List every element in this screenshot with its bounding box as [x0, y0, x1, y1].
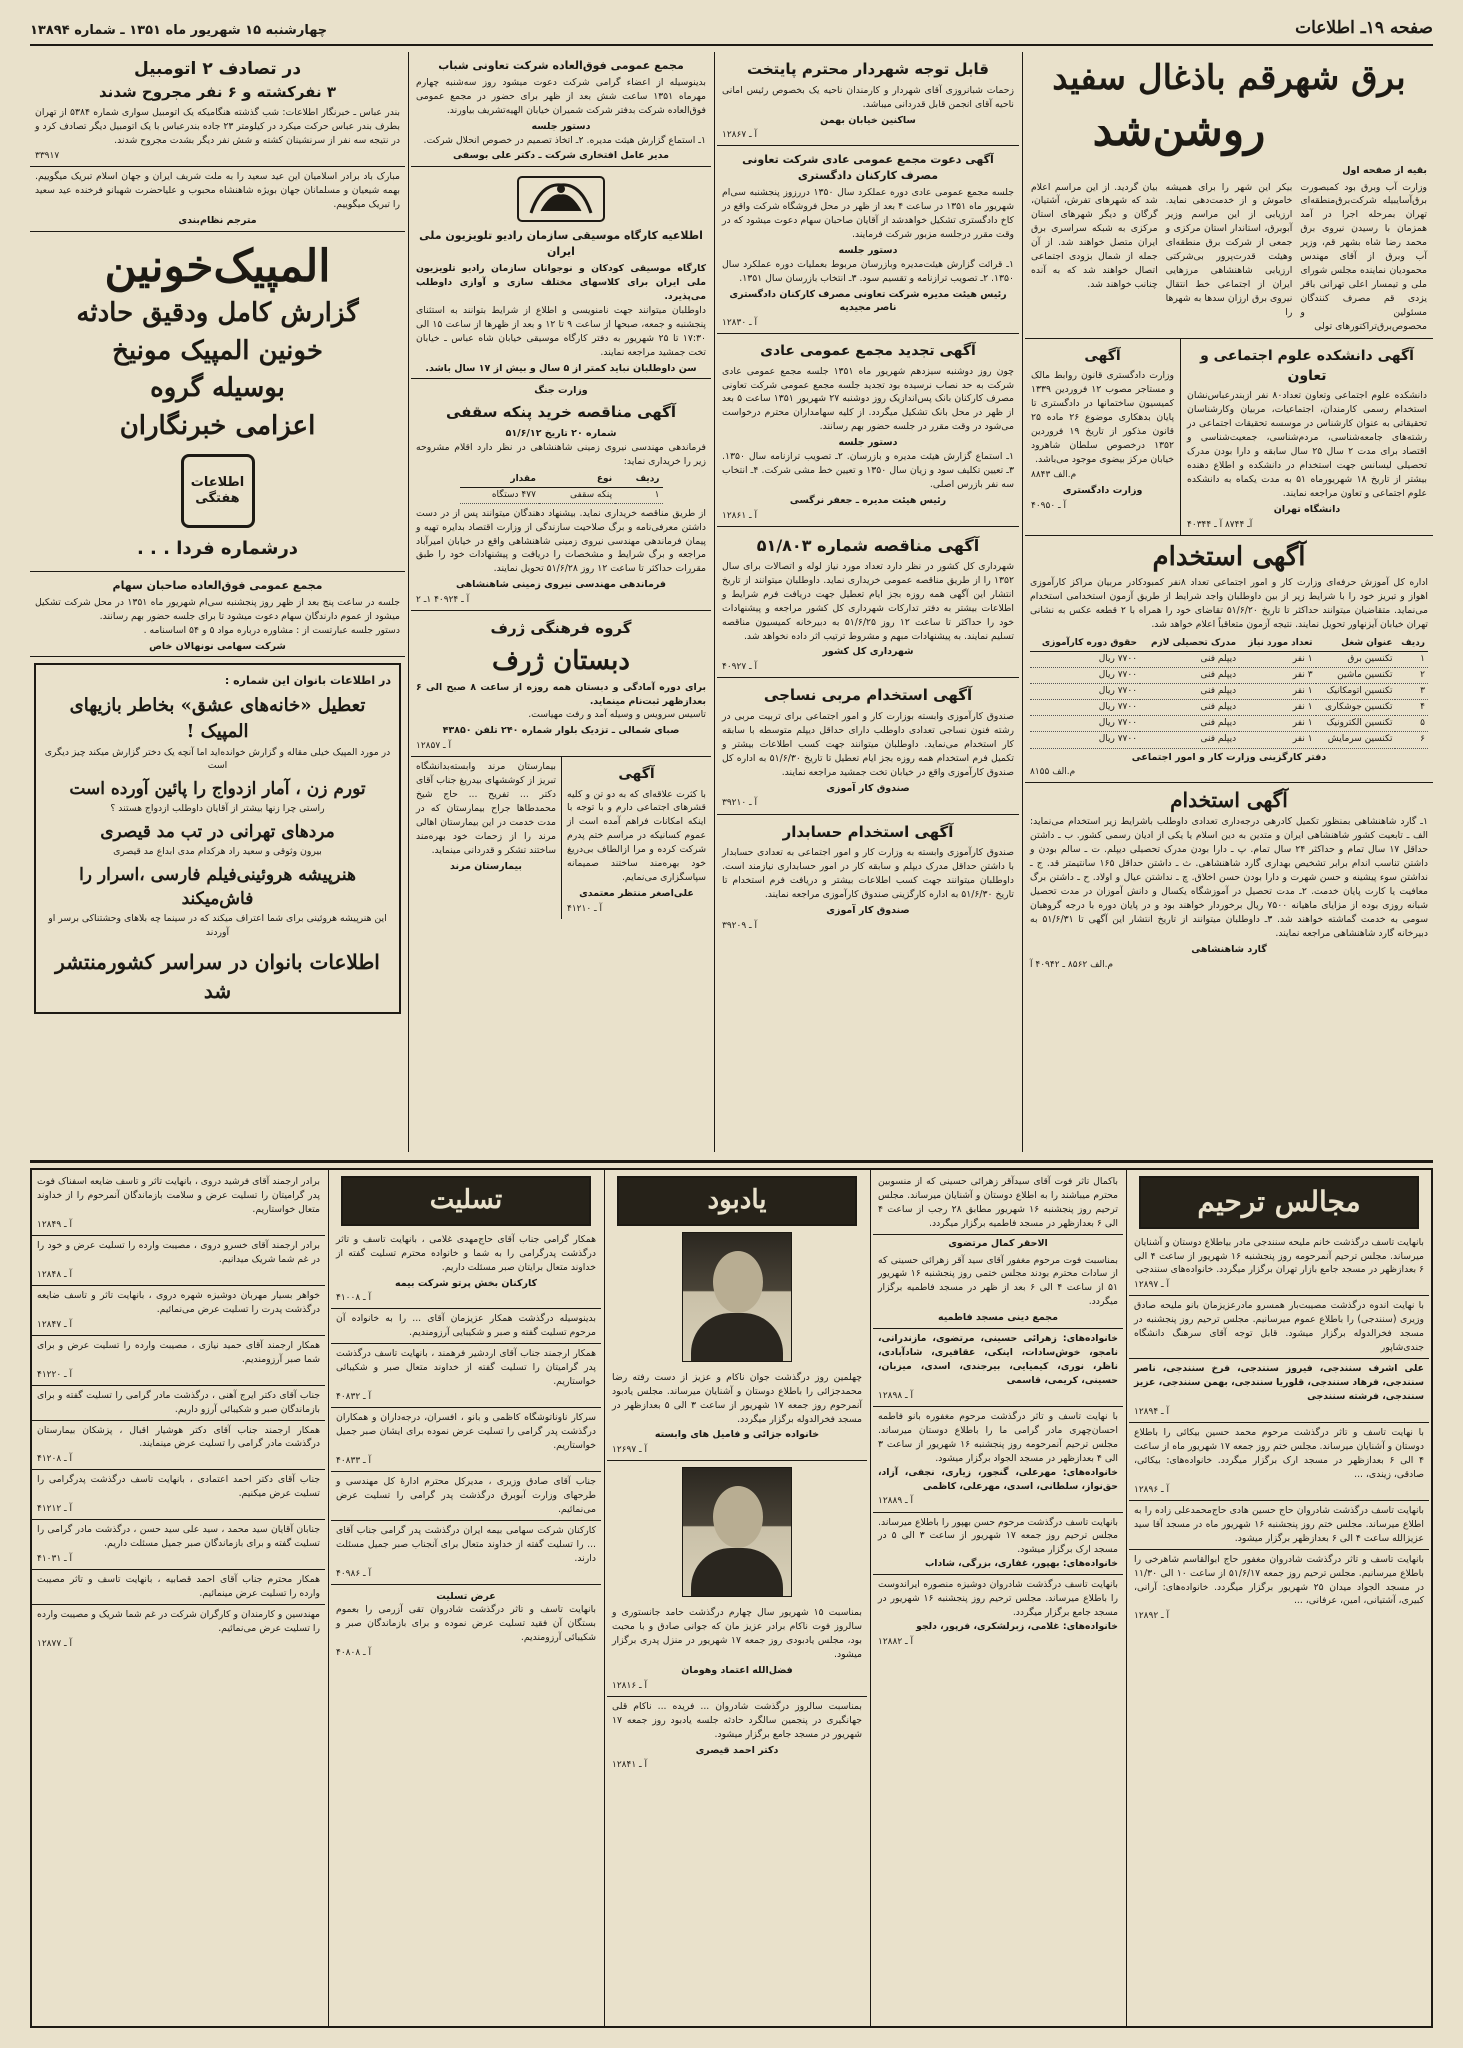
- masthead: [30, 18, 1433, 46]
- court-ad-body: وزارت دادگستری قانون روابط مالک و مستاجر مصوب ۱۲ فروردین ۱۳۳۹ کمیسیون ساختمانها در دادگستری تا پایان بدهکاری موضوع ۲۶ ماده ۲۵ قانون مذکور از تاریخ ۱۹ فروردین ۱۳۵۲ درخصوص سلطان شاهرود خیابان مرکز بیضوی موجود می‌باشد.: [1031, 370, 1175, 465]
- guard-employment-body: ۱ـ گارد شاهنشاهی بمنظور تکمیل کادرهی درجه‌داری تعدادی داوطلب باشرایط زیر استخدام می‌نماید: الف ـ تابعیت کشور شاهنشاهی ایران و متدین به دین اسلام یا یکی از ادیان رسمی کشور. ب ـ داشتن حداقل ۱۷ سال تمام و حداکثر ۲۴ سال تمام. پ ـ دارا بودن مدرک تحصیلی دیپلم. ت ـ سالم بودن و داشتن تناسب اندام برابر تشخیص بهداری گارد شاهنشاهی. ث ـ داشتن حداقل ۱۶۵ سانتیمتر قد. ج ـ نداشتن سوء پیشینه و حسن شهرت و دارا بودن حسن اخلاق. چ ـ نداشتن عیال و اولاد. ح ـ داشتن برگ معافیت یا کارت پایان خدمت. ۲ـ مدت تحصیل در آموزشگاه یکسال و دانش آموزان در مدت تحصیل شبانه روزی بوده از مزایای ماهیانه ۷۵۰۰ ریال برخوردار خواهند بود و در پایان دوره با درجه گروهبان سومی به خدمت گماشته خواهند شد. ۳ـ داوطلبان میتوانند از تاریخ انتشار این آگهی تا ۵۱/۶/۳۱ به دبیرخانه گارد شاهنشاهی مراجعه نمایند.: [1030, 816, 1429, 939]
- thanks-b-body: بیمارستان مرند وابسته‌بدانشگاه تبریز از کوششهای بیدریغ جناب آقای دکتر ... تفریح ... حاج شیخ محمدطاها جراح بیمارستان که در مدت خدمت در این بیمارستان اهالی مرند را از زحمات خود بهره‌مند ساختند تشکر و قدردانی مینماید.: [416, 761, 556, 856]
- olympic-headline: المپیک‌خونین: [104, 240, 331, 292]
- table-row: ۴ تکنسین جوشکاری ۱ نفر دیپلم فنی ۷۷۰۰ ریال: [1030, 700, 1428, 716]
- passing-entry: باکمال تاثر فوت آقای سیدآقر زهرائی حسینی که از منسوبین محترم میباشند را به اطلاع دوستان و آشنایان میرساند. مجلس ترحیم روز پنجشنبه ۱۶ شهریور مطابق ۲۸ رجب از ساعت ۴ الی ۶ بعدازظهر در مسجد فاطمیه برگزار میگردد.: [873, 1172, 1123, 1235]
- zhoref-address: صبای شمالی ـ تزدیک بلوار شماره ۲۴۰ تلفن ۴۳۸۵۰: [442, 725, 680, 737]
- passing-sig: الاحقر کمال مرتضوی: [948, 1237, 1048, 1249]
- zhoref-school: دبستان ژرف: [492, 645, 630, 676]
- accident-body: بندر عباس ـ خبرنگار اطلاعات: شب گذشته هنگامیکه یک اتومبیل سواری شماره ۵۳۸۴ از تهران بطرف بندر عباس حرکت میکرد در کیلومتر ۲۳ جاده بندرعباس با یک اتومبیل دیگر تصادف کرد و در نتیجه سه نفر از سرنشینان کشته و شش نفر دیگر بشدت مجروح شدند.: [35, 107, 400, 147]
- employment-num: م.الف ۸۱۵۵: [1030, 767, 1076, 778]
- column-left: [30, 52, 405, 1152]
- social-sci-num: آـ ۸۷۴۴ آ ـ ۴۰۳۴۴: [1187, 519, 1253, 530]
- banovan-item-4: هنرپیشه هروئینی‌فیلم فارسی ،اسرار را فاش‌میکند: [79, 864, 356, 910]
- zhoref-title: گروه فرهنگی ژرف: [490, 619, 632, 638]
- court-ad-num2: آ ـ ۴۰۹۵۰: [1031, 500, 1067, 511]
- mayor-title: قابل توجه شهردار محترم پایتخت: [746, 60, 990, 78]
- coop-sig: رئیس هیئت مدیره شرکت تعاونی مصرف کارکنان دادگستری ناصر مجیدیه: [729, 288, 1007, 314]
- divider: [714, 52, 715, 1152]
- thanks-a-body: با کثرت علاقه‌ای که به دو تن و کلیه قشرهای اجتماعی دارم و با توجه با اینکه امکانات فراهم آمده است از عموم کسانیکه در مراسم ختم پدرم شرکت کرده و مرا ازالطاف بی‌دریغ خود بهره‌مند ساختند صمیمانه سپاسگزاری می‌نمایم.: [567, 788, 706, 884]
- thanks-a-title: آگهی: [618, 766, 655, 783]
- short-entry: برادر ارجمند آقای خسرو دروی ، مصیبت وارده را تسلیت عرض و خود را در غم شما شریک میدانیم. آ ـ ۱۲۸۴۸: [32, 1236, 325, 1286]
- social-sci-title: آگهی دانشکده علوم اجتماعی و تعاون: [1200, 347, 1414, 385]
- divider: [328, 1170, 329, 2026]
- mayor-sig: ساکنین خیابان بهمن: [820, 114, 916, 126]
- olympic-subhead-1: گزارش کامل ودقیق حادثه: [76, 298, 359, 329]
- fan-num: آ ـ ۴۰۹۲۴ ۱ـ ۲: [416, 595, 470, 606]
- fan-section: وزارت جنگ: [534, 385, 588, 397]
- fan-col-row: ردیف: [615, 472, 662, 488]
- zhoref-num: آ ـ ۱۲۸۵۷: [416, 741, 452, 752]
- banovan-item-2-sub: راستی چرا زنها بیشتر از آقایان داوطلب ازدواج هستند ؟: [110, 803, 325, 815]
- jobs-table: [1030, 636, 1428, 748]
- fan-subtitle: شماره ۲۰ تاریخ ۵۱/۶/۱۲: [505, 427, 617, 439]
- renewal-agenda: ۱ـ استماع گزارش هیئت مدیره و بازرسان. ۲ـ تصویب ترازنامه سال ۱۳۵۰. ۳ـ تعیین تکلیف سود و زیان سال ۱۳۵۰ و تعیین خط مشی شرکت. ۴ـ انتخاب سه نفر بازرس اصلی.: [722, 451, 1014, 490]
- coop-body: جلسه مجمع عمومی عادی دوره عملکرد سال ۱۳۵۰ دررزوز پنجشنبه سی‌ام شهریور ماه ۱۳۵۱ در ساعت ۴ بعد از ظهر در محل فروشگاه شرکت واقع در کاخ دادگستری تشکیل خواهدشد از آقایان صاحبان سهام دعوت میشود که در وقت مقرر درجلسه مزبور شرکت فرمایند.: [722, 187, 1014, 241]
- banovan-item-4-sub: این هنرپیشه هروئینی برای شما اعتراف میکند که در سینما چه بلاهای وحشتناکی برسر او آوردند: [48, 912, 387, 938]
- mourning-column: [1129, 1172, 1429, 2024]
- thanks-b-sig: بیمارستان مرند: [450, 860, 522, 872]
- accountant-title: آگهی استخدام حسابدار: [782, 822, 954, 841]
- portrait-photo-1: [682, 1232, 792, 1362]
- banovan-footer: اطلاعات بانوان در سراسر کشورمنتشر شد: [55, 949, 380, 1003]
- congrats-sig: مترجم نظام‌بندی: [178, 215, 257, 227]
- sepah-notice: [30, 572, 405, 658]
- lead-headline-2: روشن‌شد: [1092, 105, 1266, 157]
- shabab-title: مجمع عمومی فوق‌العاده شرکت تعاونی شباب: [438, 59, 684, 72]
- lead-body-c: بیان گردید. از این مراسم اعلام شد که شهرهای تفرش، آشتیان، گرگان و دیگر شهرهای استان مرکزی به شبکه سراسری برق ایران متصل خواهند شد. از آن جمله از شمال بزودی اجتماعی اتصال خواهند شد که به آنده چنانب خواهند شد.: [1030, 181, 1158, 291]
- employment-body: اداره کل آموزش حرفه‌ای وزارت کار و امور اجتماعی تعداد ۸نفر کمبودکادر مربیان مراکز کارآموزی اهواز و تبریز خود را با شرایط زیر از بین داوطلبان واجد شرایط از طریق آزمون استخدامی استخدام می‌نماید. متقاضیان میتوانند حداکثر تا تاریخ ۵۱/۶/۲۰ تقاضای خود را همراه با ۲ قطعه عکس به نشانی تهران خیابان آیزنهاور تحویل نمایند. نتیجه آزمون متعاقباً اعلام خواهد شد.: [1030, 577, 1429, 631]
- social-sci-ad: [1180, 339, 1433, 535]
- fan-body: فرماندهی مهندسی نیروی زمینی شاهنشاهی در نظر دارد اقلام مشروحه زیر را خریداری نماید:: [416, 441, 706, 467]
- jobs-col-count: تعداد مورد نیاز: [1239, 636, 1315, 652]
- music-body: داوطلبان میتوانند جهت نامنویسی و اطلاع از شرایط بتوانند به استثنای پنجشنبه و جمعه، صبحها از ساعت ۹ تا ۱۲ و بعد از ظهرها از ساعت ۱۵ الی ۱۷:۳۰ تا ۲۵ شهریور به دفتر کارگاه موسیقی خیابان شاه عباس ـ خیابان تخت جمشید مراجعه نمایند.: [416, 304, 706, 358]
- shabab-agenda-title: دستور جلسه: [531, 120, 591, 132]
- accountant-notice: [717, 815, 1019, 936]
- weaving-sig: صندوق کار آموزی: [826, 782, 910, 794]
- date-line: چهارشنبه ۱۵ شهریور ماه ۱۳۵۱ ـ شماره ۱۳۸۹۴: [30, 23, 328, 39]
- congrats-body: مبارک باد برادر اسلامیان این عید سعید را به ملت شریف ایران و جهان اسلام تبریک میگوییم. بهمه شیعیان و مسلمانان جهان بویژه شاهنشاه محبوب و علیاحضرت شهبانو فرخنده عید سعید را تبریک میگوییم.: [35, 171, 400, 211]
- zhoref-note: تاسیس سرویس و وسیله آمد و رفت مهیاست.: [528, 709, 706, 721]
- coop-title: آگهی دعوت مجمع عمومی عادی شرکت تعاونی مصرف کارکنان دادگستری: [742, 153, 994, 183]
- short-entry: جنابان آقایان سید محمد ، سید علی سید حسن ، درگذشت مادر گرامی را تسلیت گفته و برای بازماندگان صبر جمیل مسئلت داریم. آ ـ ۴۱۰۳۱: [32, 1520, 325, 1570]
- condolence-entry: همکار گرامی جناب آقای حاج‌مهدی غلامی ، بانهایت تاسف و تاثر درگذشت پدرگرامی را به شما و خانواده محترم تسلیت گفته از خداوند متعال برایتان صبر مسئلت داریم. کارکنان بخش پرتو شرکت بیمه آ ـ ۴۱۰۰۸: [331, 1230, 601, 1310]
- remembrance-banner: یادبود: [617, 1176, 857, 1226]
- fan-col-type: نوع: [539, 472, 615, 488]
- remembrance-entry: چهلمین روز درگذشت جوان ناکام و عزیز از دست رفته رضا محمدجزائی را باطلاع دوستان و آشنایان میرساند. مجلس یادبود آنمرحوم روز جمعه ۱۷ شهریور از ساعت ۳ الی ۵ بعدازظهر در مسجد فخرالدوله برگزار میگردد. خانواده جزائی و فامیل های وابسته آ ـ ۱۲۶۹۷: [607, 1368, 867, 1462]
- court-ad: [1025, 339, 1180, 535]
- mourning-entry: با نهایت تاسف و تاثر درگذشت مرحوم محمد حسین بیکائی را باطلاع دوستان و آشنایان میرساند. مجلس ختم روز جمعه ۱۷ شهریور ماه از ساعت ۴ الی ۶ بعدازظهر در مسجد ارک برگزار میگردد. خانواده‌های: بیکائی، صادقی، زیندی، ... آ ـ ۱۲۸۹۶: [1129, 1423, 1429, 1501]
- zhoref-body: برای دوره آمادگی و دبستان همه روزه از ساعت ۸ صبح الی ۶ بعدازظهر ثبت‌نام مینماید.: [416, 681, 706, 707]
- accident-num: ۳۳۹۱۷: [35, 151, 60, 162]
- radio-tv-emblem-icon: [506, 174, 616, 224]
- thanks-a-sig: علی‌اصغر منتظر معتمدی: [579, 888, 694, 900]
- remembrance-entry: بمناسبت سالروز درگذشت شادروان ... فریده ... ناکام قلی جهانگیری در پنجمین سالگرد حادثه جلسه یادبود روز جمعه ۱۷ شهریور در مسجد جامع برگزار میشود. دکتر احمد قیصری آ ـ ۱۲۸۴۱: [612, 1700, 862, 1771]
- half-divider: [30, 1160, 1433, 1163]
- passing-entry: خانواده‌های: زهرائی حسینی، مرتضوی، مازندرانی، نامجو، خوش‌سادات، اینکی، عقافیری، شادآبادی، ناظر، نوری، کیمیایی، بیرجندی، اسدی، میزبان، حسینی، کریمی، قاسمی آ ـ ۱۲۸۹۸: [873, 1329, 1123, 1407]
- condolence-entry: سرکار ناوناتوشگاه کاظمی و بانو ، افسران، درجه‌داران و همکاران درگذشت پدر گرامی را تسلیت عرض نموده برای ایشان صبر جمیل خواستاریم. آ ـ ۴۰۸۳۳: [331, 1408, 601, 1472]
- lead-body-a: وزارت آب وبرق بود کمبصورت برق‌آسایبیله شرکت‌برق‌منطقه‌ای تهران بمرحله اجرا در آمد همزمان با رسیدن نیروی برق محمد رضا شاه بشهر قم، وزیر آب وبرق از آقای مهندس محمودیان نماینده مجلس شورای ملی و تیمسار اعلی تهرانی باقر یزدی قم مصرف کنندگان مسئولین و محصوص‌برق‌تراکتورهای تولی: [1300, 181, 1427, 332]
- remembrance-column: [607, 1172, 867, 2024]
- mourning-entry: بانهایت تاسف درگذشت شادروان حاج حسین هادی حاج‌محمدعلی زاده را به اطلاع میرساند. مجلس ختم روز پنجشنبه ۱۶ شهریور ماه در مسجد آقا سید عزیزالله ساعت ۴ الی ۶ بعدازظهر برگزار میشود.: [1129, 1501, 1429, 1550]
- lead-headline-1: برق شهرقم باذغال سفید: [1052, 58, 1406, 98]
- lead-continued: بقیه از صفحه اول: [1342, 164, 1427, 176]
- zhoref-ad: [411, 611, 711, 757]
- lead-story: [1025, 52, 1433, 339]
- weaving-title: آگهی استخدام مربی نساجی: [763, 686, 973, 705]
- guard-employment-num: م.الف ۸۵۶۲ ـ ۴۰۹۴۲ آ: [1030, 959, 1114, 970]
- tender-body: شهرداری کل کشور در نظر دارد تعداد مورد نیاز لوله و اتصالات برای سال ۱۳۵۲ را از طریق مناقصه عمومی خریداری نماید. داوطلبان میتوانند از تاریخ انتشار این آگهی همه روزه بجز ایام تعطیل جهت دریافت فرم شرایط و اطلاعات بیشتر به دفتر تدارکات شهرداری کل کشور مراجعه و پیشنهادات خود را حداکثر تا ساعت ۱۲ روز ۵۱/۶/۲۵ به دبیرخانه کمیسیون مناقصه تسلیم نمایند. به پیشنهادات مبهم و مشروط ترتیب اثر داده نخواهد شد.: [722, 560, 1014, 642]
- renewal-num: آ ـ ۱۲۸۶۱: [722, 510, 758, 521]
- banovan-title: در اطلاعات بانوان این شماره :: [224, 674, 391, 688]
- coop-agenda-title: دستور جلسه: [838, 245, 898, 257]
- shabab-agenda: ۱ـ استماع گزارش هیئت مدیره. ۲ـ اتخاذ تصمیم در خصوص انحلال شرکت.: [423, 134, 706, 146]
- shabab-body: بدینوسیله از اعضاء گرامی شرکت دعوت میشود روز سه‌شنبه چهارم مهرماه ۱۳۵۱ ساعت شش بعد از ظهر برای حضور در مجمع عمومی فوق‌العاده شرکت بدفتر شرکت شمیران خیابان الهیه‌تشریف بیاورند.: [416, 76, 706, 116]
- condolence-banner: تسلیت: [341, 1176, 591, 1226]
- table-row: ۱ پنکه سقفی ۴۷۷ دستگاه: [460, 487, 663, 503]
- divider: [870, 1170, 871, 2026]
- short-entry: همکار ارجمند آقای حمید نیازی ، مصیبت وارده را تسلیت عرض و برای شما صبر آرزومندیم. آ ـ ۴۱۲۲۰: [32, 1336, 325, 1386]
- guard-employment-sig: گارد شاهنشاهی: [1191, 943, 1267, 955]
- employment-title: آگهی استخدام: [1152, 541, 1306, 572]
- page-label: صفحه ۱۹ـ اطلاعات: [1295, 18, 1433, 39]
- fan-title: آگهی مناقصه خرید پنکه سقفی: [445, 403, 677, 422]
- mayor-notice: [717, 52, 1019, 146]
- lead-body-b: بیکر این شهر را برای همیشه خاموش و از خدمت‌دهی نماید. ارزیابی از این مراسم وزیر آبوبرق، استاندار استان مرکزی و جمعی از شرکت برق منطقه‌ای وهیئت‌ قدرت‌پرور بی‌شرکتی ارزیابی شاهنشاهی مرزهایی ایران از اجتماعی خط انتقال نیروی برق ارزان سدها به شهرها را: [1165, 181, 1293, 318]
- coop-notice: [717, 146, 1019, 334]
- passing-column: [873, 1172, 1123, 2024]
- employment-ad: [1025, 536, 1433, 784]
- sepah-body: جلسه در ساعت پنج بعد از ظهر روز پنجشنبه سی‌ام شهریور ماه ۱۳۵۱ در محل شرکت تشکیل میشود از عموم دارندگان سهام دعوت میشود تا برای جلسه حضور بهم رسانند.: [35, 596, 400, 622]
- sepah-agenda: دستور جلسه عبارتست از : مشاوره درباره مواد ۵ و ۵۴ اساسنامه .: [143, 624, 400, 636]
- banovan-item-1: تعطیل «خانه‌های عشق» بخاطر بازیهای المپیک !: [69, 695, 366, 743]
- shabab-sig: مدیر عامل افتخاری شرکت ـ دکتر علی بوسفی: [453, 150, 669, 162]
- mourning-banner: مجالس ترحیم: [1139, 1176, 1419, 1229]
- short-condolence-column: [32, 1172, 325, 2024]
- passing-entry: بمناسبت فوت مرحوم مغفور آقای سید آقر زهرائی حسینی که از سادات محترم بودند مجلس ختمی روز پنجشنبه ۱۶ شهریور ۵۱ از ساعت ۴ الی ۶ بعد از ظهر در مسجد فاطمیه برگزار میگردد. مجمع دینی مسجد فاطمیه: [873, 1251, 1123, 1330]
- passing-entry: بانهایت تاسف درگذشت شادروان دوشیزه منصوره ایراندوست را باطلاع میرساند. مجلس ترحیم روز پنجشنبه ۱۶ شهریور در مسجد جامع برگزار میگردد. خانواده‌های: غلامی، زبرلشکری، فرپور، دلجو آ ـ ۱۲۸۸۲: [878, 1579, 1118, 1647]
- olympic-subhead-2: خونین المپیک مونیخ: [112, 335, 323, 366]
- remembrance-entry: بمناسبت ۱۵ شهریور سال چهارم درگذشت حامد جانستوری و سالروز فوت ناکام برادر عزیز مان که جوانی صادق و با محبت بود، مجلس یادبودی روز جمعه ۱۷ شهریور در منزل پدری برگزار میشود. فضل‌الله اعتماد وهومان آ ـ ۱۲۸۱۶: [607, 1603, 867, 1697]
- column-right: [1025, 52, 1433, 1152]
- shabab-notice: [411, 52, 711, 167]
- fan-sig: فرماندهی مهندسی نیروی زمینی شاهنشاهی: [455, 579, 667, 591]
- weaving-body: صندوق کارآموزی وابسته بوزارت کار و امور اجتماعی برای تربیت مربی در رشته فنون نساجی تعدادی داوطلب دارای حداقل دیپلم متوسطه با سابقه کار استخدام می‌نماید. داوطلبان میتوانند جهت کسب اطلاعات بیشتر و تکمیل فرم استخدام همه روزه بجز ایام تعطیل تا تاریخ ۵۱/۶/۳۰ به اداره کل صندوق کارآموزی واقع در خیابان تخت جمشید مراجعه نمایند.: [722, 711, 1014, 778]
- divider: [604, 1170, 605, 2026]
- banovan-item-2: تورم زن ، آمار ازدواج را پائین آورده است: [69, 779, 366, 800]
- banovan-item-3-sub: بیرون وثوقی و سعید راد هرکدام مدی ابداع مد قیصری: [113, 845, 322, 857]
- social-sci-body: دانشکده علوم اجتماعی وتعاون تعداد۸۰ نفر ازبندرعباس‌نشان استخدام رسمی کارمندان، اجتماعیات، مربیان وکارشناسان تحقیقاتی به عنوان کارشناس در موسسه تحقیقات اجتماعی در رشته‌های جامعه‌شناسی، مردم‌شناسی، جمعیت‌شناسی و اقتصاد برای مدت ۲ سال ۲۵ سال سابقه و دارا بودن مدرک تحصیلی لیسانس جهت استخدام در دانشکده و اطلاع دهنده بیشتر از تاریخ ۱۸ شهریورماه ۵۱ به مدت یکماه به دانشکده علوم اجتماعی و تعاون مراجعه نمایند.: [1187, 390, 1428, 500]
- mourning-entry: بانهایت تاسف درگذشت خانم ملیحه سنندجی مادر بیاطلاع دوستان و آشنایان میرساند. مجلس ترحیم آنمرحومه روز پنجشنبه ۱۶ شهریور از ساعت ۴ الی ۶ بعدازظهر در مسجد جامع بازار تهران برگزار میگردد. خانواده‌های سنندجی آ ـ ۱۲۸۹۷: [1129, 1233, 1429, 1297]
- olympic-promo: [30, 232, 405, 572]
- column-center-right: [717, 52, 1019, 1152]
- sepah-sig: شرکت سهامی نونهالان خاص: [149, 640, 286, 652]
- jobs-col-title: عنوان شغل: [1316, 636, 1396, 652]
- table-row: ۱ تکنسین برق ۱ نفر دیپلم فنی ۷۷۰۰ ریال: [1030, 652, 1428, 668]
- accident-title: در تصادف ۲ اتومبیل: [133, 59, 302, 79]
- short-entry: جناب آقای دکتر احمد اعتمادی ، بانهایت تاسف درگذشت پدرگرامی را تسلیت عرض میکنیم. آ ـ ۴۱۲۱۲: [32, 1470, 325, 1520]
- tender-sig: شهرداری کل کشور: [822, 646, 914, 658]
- accountant-body: صندوق کارآموزی وابسته به وزارت کار و امور اجتماعی به تعدادی حسابدار با داشتن حداقل مدرک دیپلم و سابقه کار در امور حسابداری نیازمند است. داوطلبان میتوانند جهت کسب اطلاعات بیشتر و دریافت فرم استخدام تا تاریخ ۵۱/۶/۳۰ به اداره کارگزینی صندوق کارآموزی مراجعه نمایند.: [722, 847, 1014, 901]
- congrats-notice: [30, 167, 405, 232]
- divider: [1022, 52, 1023, 1152]
- short-entry: جناب آقای دکتر ایرج آهنی ، درگذشت مادر گرامی را تسلیت گفته و برای بازماندگان صبر و شکیبائی آرزو داریم.: [32, 1386, 325, 1421]
- tender-title: آگهی مناقصه شماره ۵۱/۸۰۳: [756, 535, 980, 555]
- table-row: ۵ تکنسین الکترونیک ۱ نفر دیپلم فنی ۷۷۰۰ ریال: [1030, 716, 1428, 732]
- music-title: اطلاعیه کارگاه موسیقی سازمان رادیو تلویزیون ملی ایران: [419, 229, 703, 259]
- short-entry: خواهر بسیار مهربان دوشیزه شهره دروی ، بانهایت تاثر و تاسف ضایعه درگذشت پدرت را تسلیت عرض می‌نمائیم. آ ـ ۱۲۸۴۷: [32, 1286, 325, 1336]
- music-subtitle: کارگاه موسیقی کودکان و نوجوانان سازمان رادیو تلویزیون ملی ایران برای کلاسهای مختلف سازی و آوازی داوطلب می‌پذیرد.: [416, 263, 706, 302]
- divider: [1126, 1170, 1127, 2026]
- court-ad-sig: وزارت دادگستری: [1062, 484, 1143, 496]
- renewal-notice: [717, 334, 1019, 526]
- court-ad-num: م.الف ۸۸۴۳: [1031, 469, 1077, 480]
- condolence-entry: همکار ارجمند جناب آقای اردشیر فرهمند ، بانهایت تاسف درگذشت پدر گرامیتان را تسلیت گفته از خداوند متعال صبر و شکیبائی خواستاریم. آ ـ ۴۰۸۳۲: [331, 1344, 601, 1408]
- weaving-num: آ ـ ۳۹۲۱۰: [722, 798, 758, 809]
- banovan-promo: [34, 663, 401, 1013]
- coop-num: آ ـ ۱۲۸۳۰: [722, 318, 758, 329]
- mayor-num: آ ـ ۱۲۸۶۷: [722, 130, 758, 141]
- guard-employment-title: آگهی استخدام: [1170, 788, 1288, 813]
- banovan-item-1-sub: در مورد المپیک خیلی مقاله و گزارش خوانده‌اید اما آنچه یک دختر گزارش میکند چیز دیگری است: [44, 746, 391, 772]
- column-center-left: [411, 52, 711, 1152]
- accident-subtitle: ۳ نفرکشته و ۶ نفر مجروح شدند: [99, 82, 336, 101]
- short-entry: همکار ارجمند جناب آقای دکتر هوشیار اقبال ، پزشکان بیمارستان درگذشت مادر گرامی را تسلیت عرض مینمایند. آ ـ ۴۱۲۰۸: [32, 1421, 325, 1471]
- banovan-item-3: مردهای تهرانی در تب مد قیصری: [100, 821, 335, 842]
- condolence-entry: کارکنان شرکت سهامی بیمه ایران درگذشت پدر گرامی جناب آقای ... را تسلیت گفته از خداوند متعال برای آنجناب صبر جمیل مسئلت دارند. آ ـ ۴۰۹۸۶: [331, 1521, 601, 1585]
- thanks-a-num: آ ـ ۴۱۲۱۰: [567, 903, 603, 914]
- olympic-footer: درشماره فردا . . .: [136, 537, 299, 559]
- short-entry: مهندسین و کارمندان و کارگران شرکت در غم شما شریک و مصیبت وارده را تسلیت عرض می‌نمائیم. آ ـ ۱۲۸۷۷: [37, 1609, 320, 1650]
- mourning-entry: با نهایت اندوه درگذشت مصیبت‌بار همسرو مادرعزیزمان بانو ملیحه صادق وزیری (سنندجی) را باطلاع عموم میرسانیم. مجلس ترحیم روز پنجشنبه در مسجد فخرالدوله برگزار میشود. قابل توجه آقای سرهنگ دانشگاه جندی‌شاپور: [1129, 1296, 1429, 1359]
- mourning-entry: بانهایت تاسف و تاثر درگذشت شادروان مغفور حاج ابوالقاسم شاهرخی را باطلاع میرسانیم. مجلس ترحیم روز جمعه ۵۱/۶/۱۷ از ساعت ۱۰ الی ۱۱/۳۰ در مسجد الجواد میدان ۲۵ شهریور برگزار میگردد. خانواده‌های: آرانی، کبیری، آشتیانی، امین، عرفانی، ... آ ـ ۱۲۸۹۲: [1134, 1553, 1424, 1622]
- jobs-col-salary: حقوق دوره کارآموزی: [1030, 636, 1140, 652]
- tender-num: آ ـ ۴۰۹۲۷: [722, 662, 758, 673]
- condolence-entry: بدینوسیله درگذشت همکار عزیزمان آقای ... را به خانواده آن مرحوم تسلیت گفته و صبر و شکیبایی آرزومندیم.: [331, 1309, 601, 1344]
- ettelaat-weekly-logo: اطلاعات هفتگی: [181, 454, 255, 528]
- renewal-title: آگهی تجدید مجمع عمومی عادی: [760, 343, 976, 360]
- condolence-entry: جناب آقای صادق وزیری ، مدیرکل محترم ادارهٔ کل مهندسی و طرحهای وزارت آبوبرق درگذشت پدر گرامی را تسلیت عرض می‌نمائیم.: [331, 1472, 601, 1521]
- passing-entry: بانهایت تاسف درگذشت مرحوم حسن بهپور را باطلاع میرساند. مجلس ترحیم روز جمعه ۱۷ شهریور از ساعت ۳ الی ۵ در مسجد ارک برگزار میشود. خانواده‌های: بهپور، غفاری، بزرگی، شاداب: [873, 1513, 1123, 1576]
- accident-story: [30, 52, 405, 167]
- divider: [408, 52, 409, 1152]
- coop-agenda: ۱ـ قرائت گزارش هیئت‌مدیره وبازرسان مربوط بعملیات دوره عملکرد سال ۱۳۵۰. ۲ـ تصویب ترازنامه و تقسیم سود. ۳ـ انتخاب بازرسان سال ۱۳۵۱.: [722, 258, 1014, 284]
- accountant-sig: صندوق کار آموزی: [826, 905, 910, 917]
- tender-notice: [717, 527, 1019, 679]
- jobs-col-degree: مدرک تحصیلی لازم: [1140, 636, 1239, 652]
- accountant-num: آ ـ ۳۹۲۰۹: [722, 920, 758, 931]
- table-row: ۲ تکنسین ماشین ۳ نفر دیپلم فنی ۷۷۰۰ ریال: [1030, 668, 1428, 684]
- renewal-body: چون روز دوشنبه سیزدهم شهریور ماه ۱۳۵۱ جلسه مجمع عمومی عادی شرکت به حد نصاب نرسیده بود تجدید جلسه مجمع عمومی شرکت تعاونی مصرف کارکنان بانک پس‌اندازیک روز دوشنبه ۲۷ شهریور ۱۳۵۱ ساعت ۵ بعد از ظهر در محل بانک تشکیل میگردد. از کلیه سهامداران محترم درخواست می‌شود در وقت مقرر در جلسه حضور بهم رسانند.: [722, 365, 1014, 433]
- social-sci-sig: دانشگاه تهران: [1273, 503, 1341, 515]
- fan-table: [460, 472, 663, 504]
- olympic-subhead-4: اعزامی خبرنگاران: [119, 411, 316, 442]
- thanks-notice-b: [411, 757, 561, 919]
- renewal-sig: رئیس هیئت مدیره ـ جعفر نرگسی: [789, 494, 947, 506]
- fan-col-qty: مقدار: [460, 472, 539, 488]
- table-row: ۶ تکنسین سرمایش ۱ نفر دیپلم فنی ۷۷۰۰ ریال: [1030, 732, 1428, 748]
- table-row: ۳ تکنسین اتومکانیک ۱ نفر دیپلم فنی ۷۷۰۰ ریال: [1030, 684, 1428, 700]
- portrait-photo-2: [682, 1467, 792, 1597]
- fan-body2: از طریق مناقصه خریداری نماید. بیشنهاد دهندگان میتوانند پس از در دست داشتن معرفی‌نامه و برگ صلاحیت سازندگی از وزارت اقتصاد بدایره تهیه و پیمان فرماندهی مهندسی نیروی زمینی شاهنشاهی واقع در خیابان امیرآباد مراجعه و برگ شرایط و مشخصات را دریافت و پیشنهادات خود را طبق مقررات حداکثر تا ساعت ۱۲ روز ۵۱/۶/۲۸ تحویل نمایند.: [416, 507, 706, 575]
- jobs-col-row: ردیف: [1395, 636, 1428, 652]
- guard-employment-ad: [1025, 783, 1433, 974]
- thanks-notice-a: [561, 757, 711, 919]
- mourning-entry: علی اشرف سنندجی، فیروز سنندجی، فرخ سنندجی، ناصر سنندجی، فرهاد سنندجی، قلوریا سنندجی، بهمن سنندجی، عزیز سنندجی، فرشته سنندجی آ ـ ۱۲۸۹۴: [1129, 1359, 1429, 1423]
- short-entry: برادر ارجمند آقای فرشید دروی ، بانهایت تاثر و تاسف ضایعه اسفناک فوت پدر گرامیتان را تسلیت عرض و سلامت بازماندگان آنمرحوم را از خداوند متعال خواستاریم. آ ـ ۱۲۸۴۹: [32, 1172, 325, 1236]
- renewal-agenda-title: دستور جلسه: [838, 437, 898, 449]
- court-ad-title: آگهی: [1084, 347, 1121, 364]
- music-note: سن داوطلبان نباید کمتر از ۵ سال و بیش از ۱۷ سال باشد.: [425, 362, 697, 374]
- mayor-body: زحمات شبانروزی آقای شهردار و کارمندان ناحیه یک بخصوص رئیس امانی ناحیه آقای انجمن قابل قدردانی میباشد.: [722, 84, 1014, 110]
- sepah-title: مجمع عمومی فوق‌العاده صاحبان سهام: [112, 578, 323, 592]
- employment-sig: دفتر کارگزینی وزارت کار و امور اجتماعی: [1131, 751, 1327, 763]
- condolence-entry: عرض تسلیت بانهایت تاسف و تاثر درگذشت شادروان تقی آزرمی را بعموم بستگان آن فقید تسلیت عرض نموده و برای بازماندگان صبر و شکیبائی آرزومندیم. آ ـ ۴۰۸۰۸: [336, 1590, 596, 1659]
- weaving-notice: [717, 678, 1019, 814]
- fan-tender: [411, 379, 711, 611]
- condolence-column: [331, 1172, 601, 2024]
- short-entry: همکار محترم جناب آقای احمد قصابیه ، بانهایت تاسف و تاثر مصیبت وارده را تسلیت عرض مینمائیم.: [32, 1570, 325, 1605]
- passing-entry: با نهایت تاسف و تاثر درگذشت مرحوم مغفوره بانو فاطمه احسان‌چهری مادر گرامی ما را باطلاع دوستان میرساند. مجلس ترحیم آنمرحومه روز پنجشنبه ۱۶ شهریور از ساعت ۳ الی ۴ بعدازظهر در مسجد الجواد برگزار میشود. خانواده‌های: مهرعلی، گنجور، زیاری، نجفی، آزاد، حق‌نواز، سلطانی، اسدی، مهرعلی، کاظمی آ ـ ۱۲۸۸۹: [873, 1407, 1123, 1513]
- music-notice: [411, 167, 711, 379]
- olympic-subhead-3: بوسیله گروه: [150, 373, 285, 404]
